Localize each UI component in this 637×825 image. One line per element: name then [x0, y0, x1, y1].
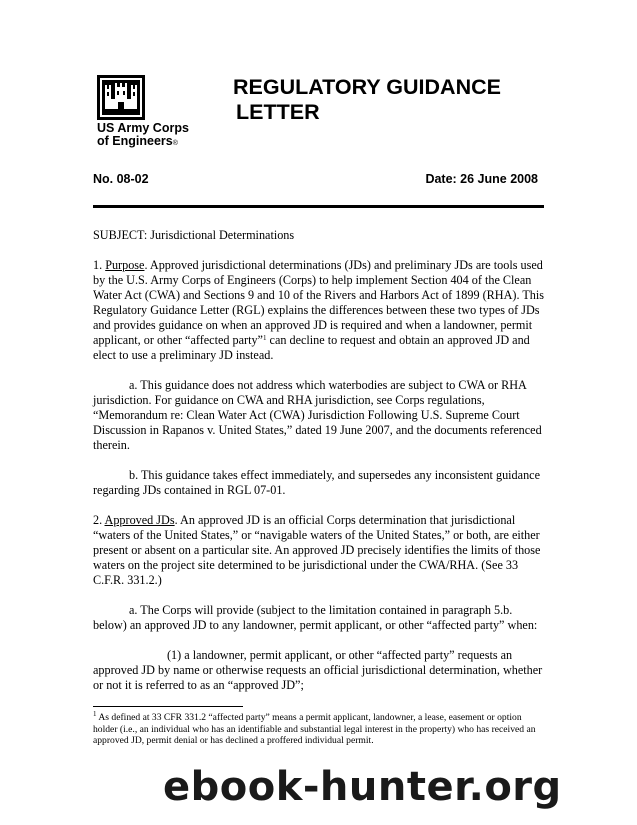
- footnote-divider: [93, 706, 243, 707]
- letter-body: [93, 228, 544, 708]
- paragraph-2: [93, 513, 544, 588]
- p1-text: . Approved jurisdictional determinations (JDs) and preliminary JDs are tools used by the U.S. Army Corps of Engineers (Corps) to help implement Section 404 of the Clean Water Act (CWA) and Sections 9 and 10 of the Rivers and Harbors Act of 1899 (RHA). This Regulatory Guidance Letter (RGL) explains the differences between these two types of JDs and provides guidance on when an approved JD is required and when a landowner, permit applicant, or other “affected party”: [93, 258, 544, 347]
- p1-text-cont: can decline to request and obtain an approved JD and elect to use a preliminary JD instead.: [93, 333, 530, 362]
- document-number: No. 08-02: [93, 172, 149, 186]
- org-name-line1: US Army Corps: [97, 121, 189, 135]
- p1-heading: Purpose: [105, 258, 145, 272]
- castle-logo-icon: [97, 75, 145, 120]
- p2-heading: Approved JDs: [104, 513, 175, 527]
- paragraph-1b: b. This guidance takes effect immediately, and supersedes any inconsistent guidance regarding JDs contained in RGL 07-01.: [93, 468, 540, 497]
- document-title: [233, 75, 501, 125]
- paragraph-1: [93, 258, 544, 363]
- p2-number: 2.: [93, 513, 105, 527]
- header-divider: [93, 205, 544, 208]
- footnote-marker: 1: [93, 710, 97, 718]
- p2-text: . An approved JD is an official Corps determination that jurisdictional “waters of the United States,” or “navigable waters of the United States,” or both, are either present or absent on a particular site. An approved JD precisely identifies the limits of those waters on the project site determined to be jurisdictional under the CWA/RHA. (See 33 C.F.R. 331.2.): [93, 513, 541, 587]
- watermark: ebook-hunter.org: [163, 764, 562, 810]
- org-name: [97, 122, 189, 150]
- footnote-ref[interactable]: 1: [262, 334, 267, 342]
- subject-line: SUBJECT: Jurisdictional Determinations: [93, 228, 295, 242]
- footnote-text: As defined at 33 CFR 331.2 “affected party” means a permit applicant, landowner, a lease, easement or option holder (i.e., an individual who has an identifiable and substantial legal interest in the property) who has received an approved JD, permit denial or has declined a proffered individual permit.: [93, 712, 536, 746]
- org-name-line2: of Engineers: [97, 134, 173, 148]
- title-line1: REGULATORY GUIDANCE: [233, 75, 501, 99]
- footnote: [93, 712, 544, 747]
- paragraph-2a: a. The Corps will provide (subject to the limitation contained in paragraph 5.b. below) an approved JD to any landowner, permit applicant, or other “affected party” when:: [93, 603, 538, 632]
- paragraph-2a1: (1) a landowner, permit applicant, or other “affected party” requests an approved JD by name or otherwise requests an official jurisdictional determination, whether or not it is referred to as an “approved JD”;: [93, 648, 543, 692]
- p1-number: 1.: [93, 258, 106, 272]
- document-date: Date: 26 June 2008: [425, 172, 538, 186]
- paragraph-1a: a. This guidance does not address which waterbodies are subject to CWA or RHA jurisdiction. For guidance on CWA and RHA jurisdiction, see Corps regulations, “Memorandum re: Clean Water Act (CWA) Jurisdiction Following U.S. Supreme Court Discussion in Rapanos v. United States,” dated 19 June 2007, and the documents referenced therein.: [93, 378, 542, 452]
- title-line2: LETTER: [236, 100, 320, 124]
- registered-mark: ®: [172, 140, 178, 147]
